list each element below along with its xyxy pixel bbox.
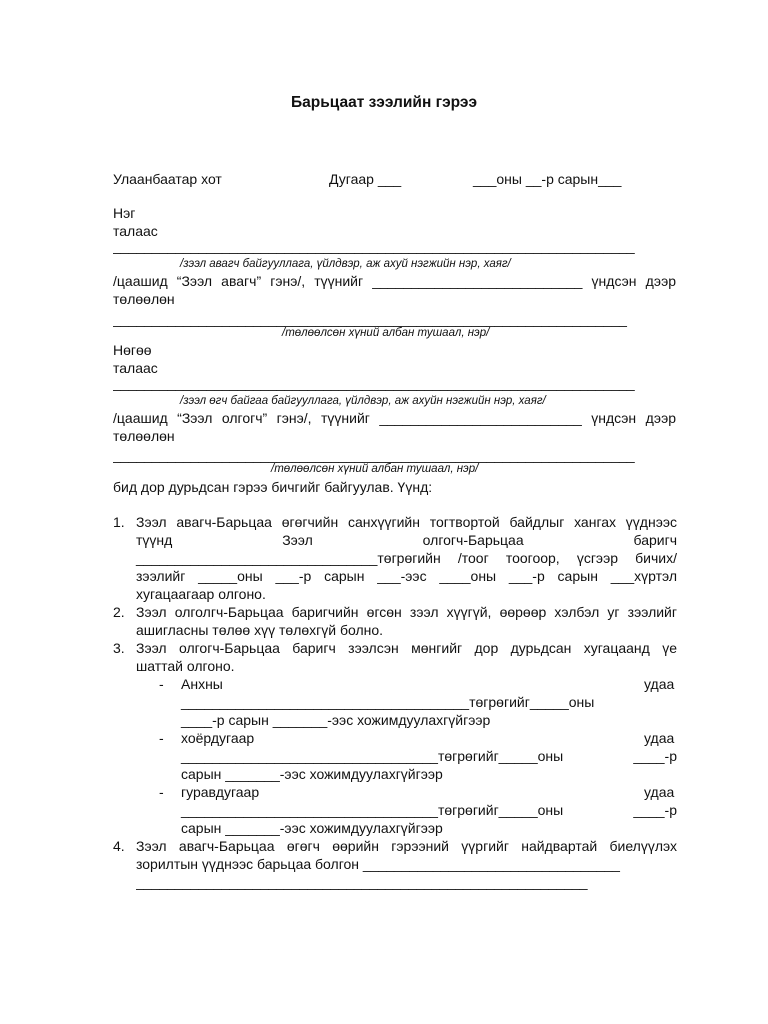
item-number: 3. [113,640,125,656]
item-line: Зээл олголгч-Барьцаа баригчийн өгсөн зээл хүүгүй, өөрөөр хэлбэл уг зээлийг [136,604,677,620]
stage-line: _____________________________________төгрөгийг_____оны [181,694,595,710]
item-line: шаттай олгоно. [136,658,235,674]
header-date: ___оны __-р сарын___ [473,171,622,187]
stage-right-word: удаа [644,730,675,746]
item-number: 1. [113,514,125,530]
party2-side-line2: талаас [113,360,158,376]
item-line: _______________________________төгрөгийн /тоог тоогоор, үсгээр бичих/ [136,550,677,566]
intro-text: бид дор дурьдсан гэрээ бичгийг байгуулав. Үүнд: [113,479,433,495]
item-line: зорилтын үүднээс барьцаа болгон _________________________________ [136,856,620,872]
item-line: __________________________________________________________ [136,874,588,890]
party2-org-caption: /зээл өгч байгаа байгууллага, үйлдвэр, аж ахуйн нэгжийн нэр, хаяг/ [180,395,546,407]
item-line: зээлийг _____оны ___-р сарын ___-ээс ____оны ___-р сарын ___хүртэл [136,568,677,584]
party1-person-caption: /төлөөлсөн хүний албан тушаал, нэр/ [282,327,490,339]
party2-alias-line: /цаашид “Зээл олгогч” гэнэ/, түүнийг __________________________ үндсэн дээр [113,410,676,426]
item-number: 4. [113,838,125,854]
stage-label: Анхны [181,676,223,692]
stage-line: ____-р сарын _______-ээс хожимдуулахгүйгээр [181,712,491,728]
party2-person-blank: ___________________________________________________________________ [113,447,635,463]
item-line: Зээл олгогч-Барьцаа баригч зээлсэн мөнгийг дор дурьдсан хугацаанд үе [136,640,677,656]
party1-alias-line: /цаашид “Зээл авагч” гэнэ/, түүнийг ___________________________ үндсэн дээр [113,273,676,289]
header-number: Дугаар ___ [329,171,402,187]
item-line: ашигласны төлөө хүү төлөхгүй болно. [136,622,384,638]
stage-line: _________________________________төгрөгийг_____оны ____-р [181,748,677,764]
item-number: 2. [113,604,125,620]
party1-org-blank: ___________________________________________________________________ [113,238,635,254]
stage-line: _________________________________төгрөгийг_____оны ____-р [181,802,677,818]
party2-person-caption: /төлөөлсөн хүний албан тушаал, нэр/ [271,463,479,475]
party1-side-line2: талаас [113,223,158,239]
stage-dash: - [159,730,164,746]
item-line: Зээл авагч-Барьцаа өгөгчийн санхүүгийн тогтвортой байдлыг хангах үүднээс [136,514,677,530]
party1-org-caption: /зээл авагч байгууллага, үйлдвэр, аж ахуй нэгжийн нэр, хаяг/ [180,258,511,270]
stage-right-word: удаа [644,676,675,692]
party1-represent-word: төлөөлөн [113,291,175,307]
item-line: хугацаагаар олгоно. [136,586,266,602]
header-city: Улаанбаатар хот [113,171,222,187]
stage-dash: - [159,676,164,692]
item-line: Зээл авагч-Барьцаа өгөгч өөрийн гэрээний үүргийг найдвартай биелүүлэх [136,838,677,854]
party2-represent-word: төлөөлөн [113,428,175,444]
document-title: Барьцаат зээлийн гэрээ [290,94,478,111]
party2-org-blank: ___________________________________________________________________ [113,375,635,391]
stage-dash: - [159,784,164,800]
stage-right-word: удаа [644,784,675,800]
stage-label: хоёрдугаар [181,730,255,746]
party1-person-blank: __________________________________________________________________ [113,311,627,327]
stage-label: гуравдугаар [181,784,260,800]
stage-line: сарын _______-ээс хожимдуулахгүйгээр [181,766,443,782]
item-line: түүнд Зээл олгогч-Барьцаа баригч [136,532,677,548]
party2-side-line1: Нөгөө [113,342,152,358]
stage-line: сарын _______-ээс хожимдуулахгүйгээр [181,820,443,836]
party1-side-line1: Нэг [113,205,136,221]
